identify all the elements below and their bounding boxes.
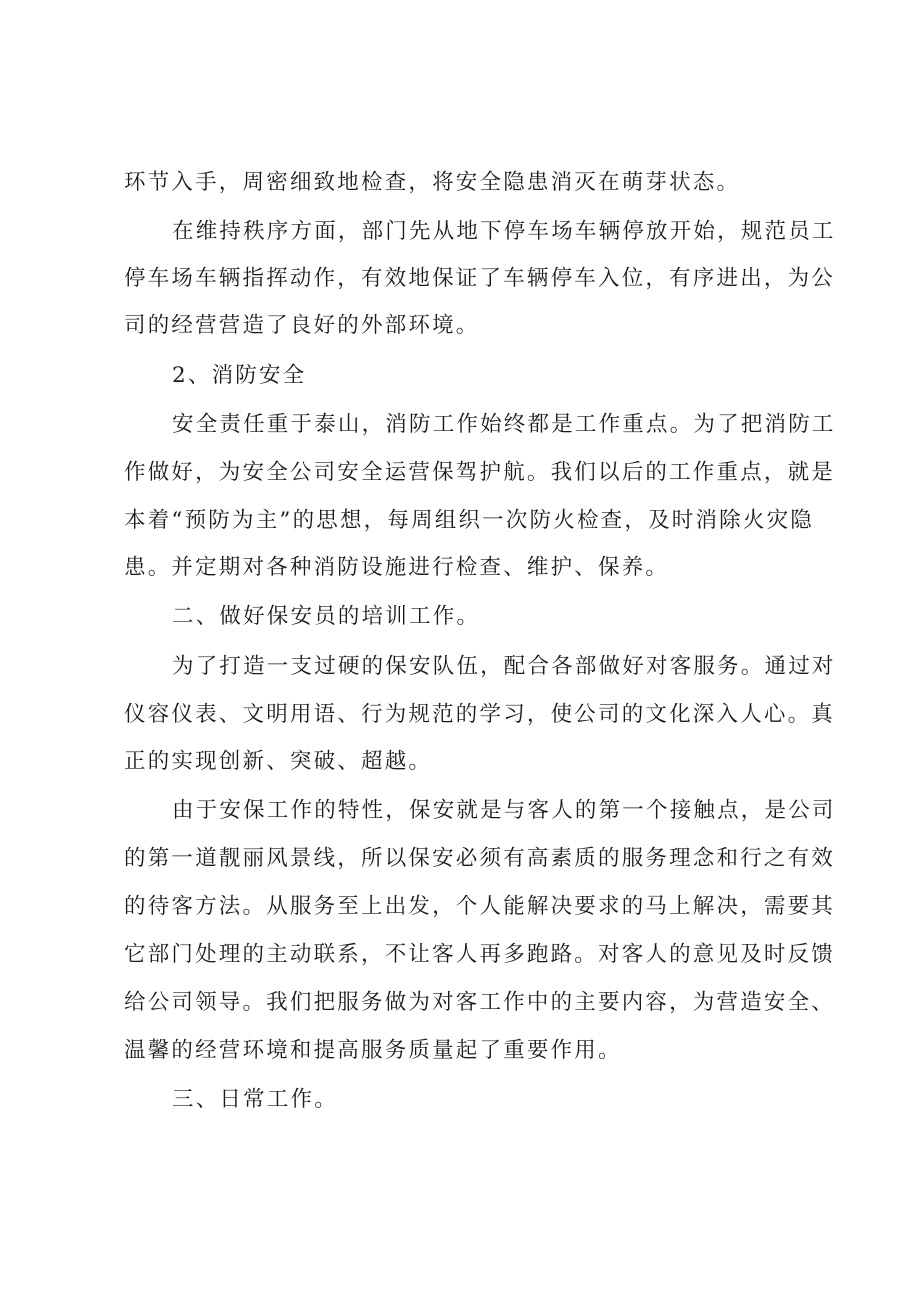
text-line: 的待客方法。从服务至上出发，个人能解决要求的马上解决，需要其 xyxy=(124,894,836,919)
text-line: 司的经营营造了良好的外部环境。 xyxy=(124,313,480,338)
text-line: 环节入手，周密细致地检查，将安全隐患消灭在萌芽状态。 xyxy=(124,170,741,195)
section-heading: 三、日常工作。 xyxy=(172,1087,338,1112)
text-line: 的第一道靓丽风景线，所以保安必须有高素质的服务理念和行之有效 xyxy=(124,846,836,871)
text-line: 患。并定期对各种消防设施进行检查、维护、保养。 xyxy=(124,555,670,580)
paragraph-line: 在维持秩序方面，部门先从地下停车场车辆停放开始，规范员工 xyxy=(172,219,836,244)
section-heading: 二、做好保安员的培训工作。 xyxy=(172,604,481,629)
paragraph-line: 安全责任重于泰山，消防工作始终都是工作重点。为了把消防工 xyxy=(172,412,836,437)
section-heading: 2、消防安全 xyxy=(172,363,307,388)
text-line: 正的实现创新、突破、超越。 xyxy=(124,749,433,774)
text-line: 本着“预防为主”的思想，每周组织一次防火检查，及时消除火灾隐 xyxy=(124,508,814,533)
paragraph-line: 由于安保工作的特性，保安就是与客人的第一个接触点，是公司 xyxy=(172,798,836,823)
paragraph-line: 为了打造一支过硬的保安队伍，配合各部做好对客服务。通过对 xyxy=(172,654,836,679)
text-line: 停车场车辆指挥动作，有效地保证了车辆停车入位，有序进出，为公 xyxy=(124,266,836,291)
text-line: 作做好，为安全公司安全运营保驾护航。我们以后的工作重点，就是 xyxy=(124,460,836,485)
text-line: 给公司领导。我们把服务做为对客工作中的主要内容，为营造安全、 xyxy=(124,990,836,1015)
text-line: 仪容仪表、文明用语、行为规范的学习，使公司的文化深入人心。真 xyxy=(124,702,836,727)
text-line: 它部门处理的主动联系，不让客人再多跑路。对客人的意见及时反馈 xyxy=(124,942,836,967)
text-line: 温馨的经营环境和提高服务质量起了重要作用。 xyxy=(124,1038,622,1063)
